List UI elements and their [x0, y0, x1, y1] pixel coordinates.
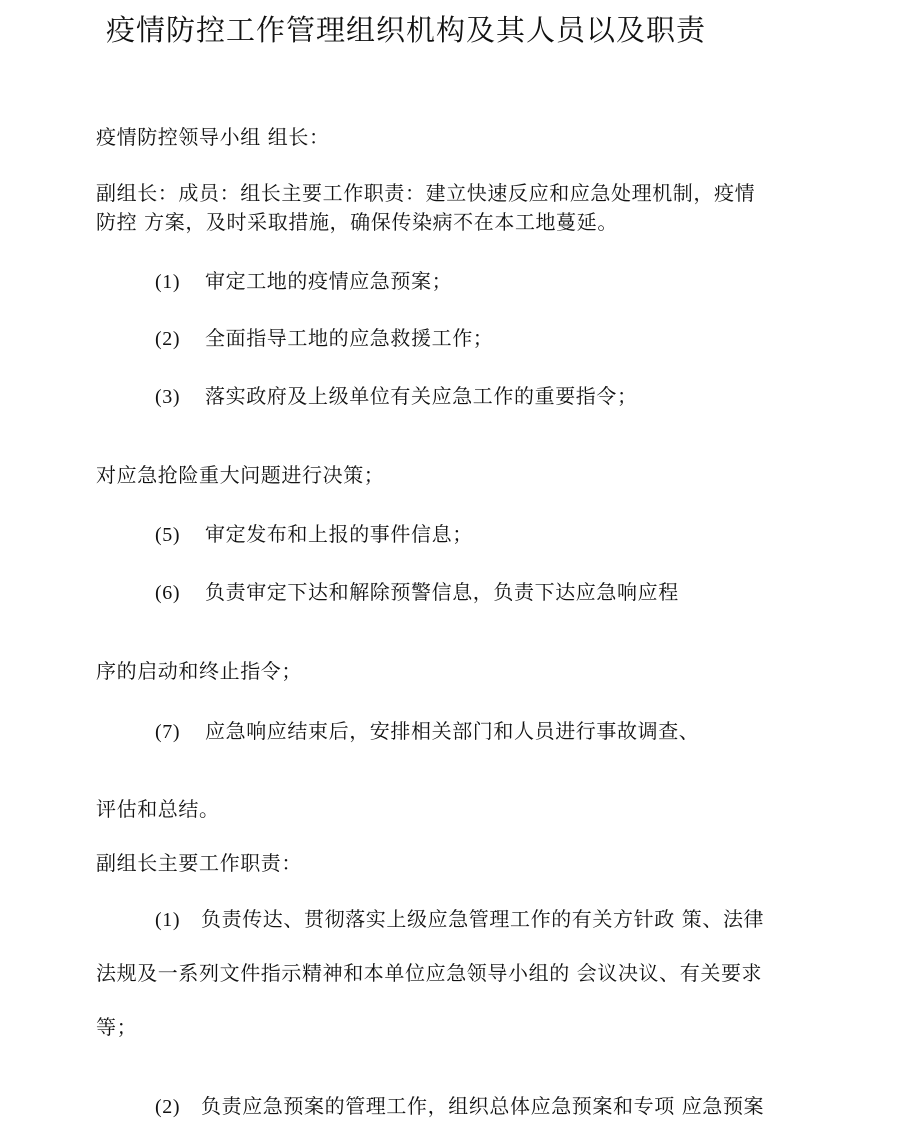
deputy-duty-continuation: 等； [96, 1015, 138, 1039]
item-text: 落实政府及上级单位有关应急工作的重要指令； [205, 384, 638, 408]
leader-duty-item [155, 325, 493, 352]
item-text: 负责审定下达和解除预警信息，负责下达应急响应程 [205, 580, 679, 604]
item-number: (2) [155, 1096, 181, 1118]
item-number: (7) [155, 721, 181, 743]
evaluate-line: 评估和总结。 [96, 797, 220, 821]
item-number: (2) [155, 328, 181, 350]
deputy-intro-line-2: 防控 方案，及时采取措施，确保传染病不在本工地蔓延。 [96, 210, 618, 234]
item-text: 负责应急预案的管理工作，组织总体应急预案和专项 应急预案 [201, 1094, 765, 1118]
item-number: (3) [155, 386, 181, 408]
deputy-duty-continuation: 法规及一系列文件指示精神和本单位应急领导小组的 会议决议、有关要求 [96, 961, 763, 985]
leader-group-line: 疫情防控领导小组 组长： [96, 125, 330, 149]
item-text: 负责传达、贯彻落实上级应急管理工作的有关方针政 策、法律 [201, 907, 765, 931]
deputy-heading: 副组长主要工作职责： [96, 851, 302, 875]
item-number: (1) [155, 909, 181, 931]
decision-line: 对应急抢险重大问题进行决策； [96, 463, 385, 487]
item-number: (5) [155, 524, 181, 546]
leader-duty-item [155, 579, 679, 606]
leader-duty-item [155, 268, 452, 295]
item-text: 全面指导工地的应急救援工作； [205, 326, 494, 350]
item-text: 应急响应结束后，安排相关部门和人员进行事故调查、 [205, 719, 700, 743]
leader-duty-item [155, 521, 473, 548]
item-text: 审定发布和上报的事件信息； [205, 522, 473, 546]
startup-line: 序的启动和终止指令； [96, 659, 302, 683]
document-title: 疫情防控工作管理组织机构及其人员以及职责 [106, 13, 707, 47]
deputy-duty-item [155, 906, 764, 933]
item-number: (1) [155, 271, 181, 293]
item-number: (6) [155, 582, 181, 604]
deputy-intro-line-1: 副组长：成员：组长主要工作职责：建立快速反应和应急处理机制，疫情 [96, 181, 756, 205]
leader-duty-item [155, 383, 638, 410]
item-text: 审定工地的疫情应急预案； [205, 269, 453, 293]
leader-duty-item [155, 718, 699, 745]
deputy-duty-item [155, 1093, 764, 1120]
